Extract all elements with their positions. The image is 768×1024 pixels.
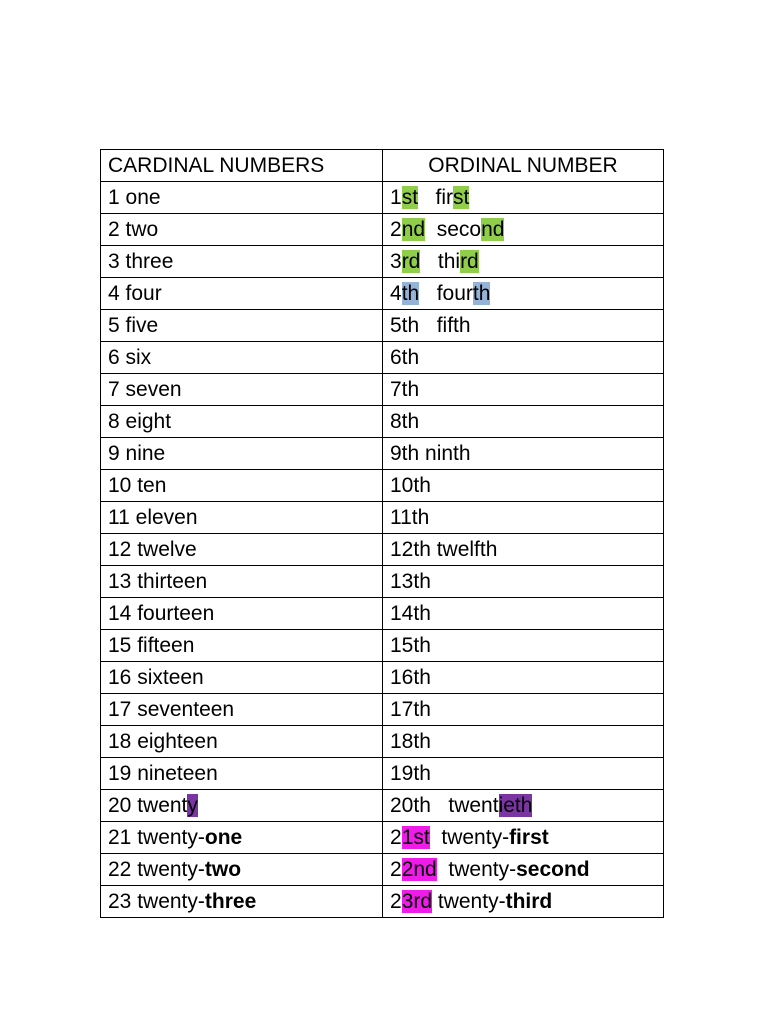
text-segment: 15 fifteen [108,633,195,657]
text-segment: 3 [390,249,402,273]
ordinal-cell [383,470,664,502]
table-row [101,406,664,438]
table-row [101,470,664,502]
ordinal-cell [383,822,664,854]
ordinal-column-header: ORDINAL NUMBER [383,150,664,182]
ordinal-cell [383,342,664,374]
ordinal-cell [383,534,664,566]
table-row [101,854,664,886]
cardinal-cell [101,438,383,470]
highlighted-suffix: th [472,281,491,305]
bold-segment: three [204,889,257,913]
table-row [101,374,664,406]
text-segment: 21 twenty- [108,825,205,849]
text-segment: 3 three [108,249,174,273]
text-segment: 22 twenty- [108,857,205,881]
ordinal-cell [383,214,664,246]
ordinal-cell [383,566,664,598]
text-segment: 7th [390,377,420,401]
cardinal-column-header: CARDINAL NUMBERS [101,150,383,182]
cardinal-cell [101,502,383,534]
text-segment: 17 seventeen [108,697,235,721]
table-row [101,502,664,534]
cardinal-cell [101,310,383,342]
text-segment: 2 [390,889,402,913]
table-row [101,342,664,374]
highlighted-suffix: nd [481,217,505,241]
cardinal-cell [101,342,383,374]
cardinal-cell [101,534,383,566]
text-segment: 5th fifth [390,313,471,337]
table-body [101,182,664,918]
cardinal-cell [101,278,383,310]
table-row [101,246,664,278]
text-segment: 20 twent [108,793,188,817]
text-segment: 6 six [108,345,152,369]
cardinal-cell [101,598,383,630]
cardinal-cell [101,182,383,214]
text-segment: 19th [390,761,431,785]
table-row [101,278,664,310]
text-segment: 6th [390,345,420,369]
ordinal-cell [383,662,664,694]
bold-segment: second [516,857,590,881]
text-segment: twenty- [436,857,517,881]
highlighted-suffix: rd [460,249,479,273]
text-segment: twenty- [432,889,506,913]
text-segment: 13th [390,569,431,593]
cardinal-cell [101,886,383,918]
text-segment: 1 [390,185,402,209]
text-segment: four [419,281,473,305]
ordinal-cell [383,726,664,758]
text-segment: fir [418,185,454,209]
text-segment: 23 twenty- [108,889,205,913]
cardinal-cell [101,246,383,278]
bold-segment: two [204,857,242,881]
text-segment: 13 thirteen [108,569,208,593]
ordinal-cell [383,790,664,822]
table-row [101,566,664,598]
highlighted-suffix: y [187,793,198,817]
text-segment: 12 twelve [108,537,197,561]
text-segment: seco [425,217,482,241]
bold-segment: first [509,825,549,849]
table-row [101,790,664,822]
ordinal-cell [383,630,664,662]
highlighted-suffix: 3rd [401,889,433,913]
text-segment: 4 [390,281,402,305]
numbers-table [100,149,664,918]
table-row [101,822,664,854]
table-row [101,662,664,694]
text-segment: 20th twent [390,793,499,817]
text-segment: 7 seven [108,377,182,401]
table-row [101,438,664,470]
cardinal-cell [101,854,383,886]
cardinal-cell [101,790,383,822]
table-row [101,886,664,918]
cardinal-cell [101,822,383,854]
table-row [101,630,664,662]
table-row [101,598,664,630]
text-segment: 14th [390,601,431,625]
ordinal-cell [383,758,664,790]
text-segment: 18 eighteen [108,729,218,753]
highlighted-suffix: 2nd [401,857,437,881]
cardinal-cell [101,566,383,598]
cardinal-cell [101,374,383,406]
cardinal-cell [101,470,383,502]
ordinal-cell [383,854,664,886]
header-row [101,150,664,182]
text-segment: 15th [390,633,431,657]
text-segment: 2 [390,825,402,849]
cardinal-cell [101,694,383,726]
highlighted-suffix: 1st [401,825,430,849]
text-segment: 14 fourteen [108,601,215,625]
highlighted-suffix: st [401,185,419,209]
text-segment: 17th [390,697,431,721]
text-segment: 18th [390,729,431,753]
ordinal-cell [383,406,664,438]
table-row [101,726,664,758]
table-row [101,310,664,342]
text-segment: 9 nine [108,441,166,465]
text-segment: 19 nineteen [108,761,218,785]
bold-segment: third [505,889,553,913]
text-segment: 12th twelfth [390,537,498,561]
text-segment: 5 five [108,313,159,337]
cardinal-cell [101,726,383,758]
text-segment: 8 eight [108,409,172,433]
table-row [101,534,664,566]
table-header [101,150,664,182]
text-segment: twenty- [429,825,510,849]
ordinal-cell [383,374,664,406]
ordinal-cell [383,502,664,534]
ordinal-cell [383,182,664,214]
text-segment: 2 two [108,217,159,241]
cardinal-cell [101,630,383,662]
text-segment: 9th ninth [390,441,471,465]
text-segment: 8th [390,409,420,433]
text-segment: 11 eleven [108,505,198,529]
ordinal-cell [383,438,664,470]
cardinal-cell [101,758,383,790]
cardinal-cell [101,406,383,438]
cardinal-cell [101,214,383,246]
text-segment: 16 sixteen [108,665,204,689]
ordinal-cell [383,886,664,918]
table-row [101,694,664,726]
text-segment: 10 ten [108,473,167,497]
ordinal-cell [383,278,664,310]
bold-segment: one [204,825,243,849]
text-segment: 4 four [108,281,162,305]
highlighted-suffix: st [453,185,470,209]
ordinal-cell [383,246,664,278]
highlighted-suffix: ieth [498,793,533,817]
text-segment: thi [420,249,461,273]
ordinal-cell [383,598,664,630]
text-segment: 2 [390,857,402,881]
ordinal-cell [383,694,664,726]
text-segment: 16th [390,665,431,689]
cardinal-cell [101,662,383,694]
table-row [101,182,664,214]
table-row [101,214,664,246]
text-segment: 2 [390,217,402,241]
table-row [101,758,664,790]
highlighted-suffix: nd [401,217,426,241]
highlighted-suffix: rd [401,249,421,273]
text-segment: 1 one [108,185,161,209]
text-segment: 11th [390,505,430,529]
ordinal-cell [383,310,664,342]
text-segment: 10th [390,473,431,497]
highlighted-suffix: th [401,281,420,305]
